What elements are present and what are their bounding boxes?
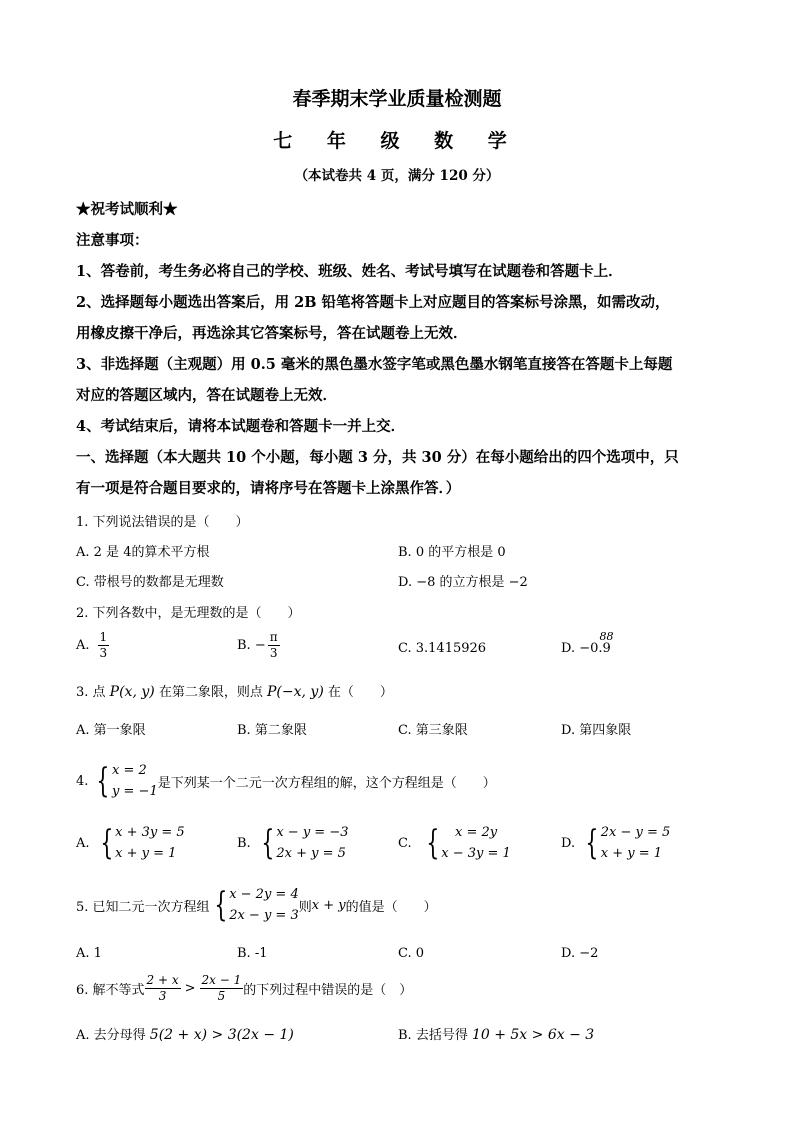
equation: x − y = −3 xyxy=(276,825,349,840)
numerator: π xyxy=(269,630,278,644)
equation: 2x − y = 5 xyxy=(600,825,671,840)
equation: x − 2y = 4 xyxy=(229,887,299,902)
question-3-stem xyxy=(76,681,393,700)
question-4-option-b xyxy=(237,822,348,864)
question-number: 4. xyxy=(76,773,89,789)
repeat-dots: 88 xyxy=(599,630,614,643)
question-6-stem xyxy=(76,973,412,1004)
notice-item-2-cont: 用橡皮擦干净后，再选涂其它答案标号，答在试题卷上无效． xyxy=(76,325,468,342)
expression: 10 + 5x > 6x − 3 xyxy=(471,1027,595,1043)
option-text: A. 去分母得 xyxy=(76,1028,150,1043)
option-label: A. xyxy=(76,638,90,653)
notice-item-2: 2、选择题每小题选出答案后，用 2B 铅笔将答题卡上对应题目的答案标号涂黑，如需改动， xyxy=(76,294,670,311)
greater-than-sign: > xyxy=(184,981,196,996)
equation: x + y = 1 xyxy=(115,846,177,861)
question-1-option-b: B. 0 的平方根是 0 xyxy=(398,545,506,560)
exam-note: （本试卷共 4 页，满分 120 分） xyxy=(294,168,500,184)
question-4-option-c xyxy=(398,822,511,864)
question-3-option-c: C. 第三象限 xyxy=(398,723,468,738)
equation: y = −1 xyxy=(112,784,158,799)
point-p-reflected: P(−x, y) xyxy=(267,684,324,700)
fraction-right xyxy=(200,973,244,1004)
repeating-decimal xyxy=(599,630,614,656)
denominator: 5 xyxy=(217,989,226,1003)
question-4-option-a xyxy=(76,822,185,864)
notice-item-3-cont: 对应的答题区域内，答在试题卷上无效． xyxy=(76,387,337,404)
stem-text: 的值是（ ） xyxy=(345,899,437,915)
equation: 2x − y = 3 xyxy=(229,908,299,923)
notice-item-3: 3、非选择题（主观题）用 0.5 毫米的黑色墨水签字笔或黑色墨水钢笔直接答在答题卡上每题 xyxy=(76,356,673,373)
notice-item-4: 4、考试结束后，请将本试题卷和答题卡一并上交． xyxy=(76,418,406,435)
option-label: D. xyxy=(561,835,576,851)
question-3-option-d: D. 第四象限 xyxy=(561,723,632,738)
question-1-option-d: D. −8 的立方根是 −2 xyxy=(398,575,528,590)
fraction xyxy=(268,630,280,661)
section-1-heading: 一、选择题（本大题共 10 个小题，每小题 3 分，共 30 分）在每小题给出的四个选项中，只 xyxy=(76,449,679,466)
fraction xyxy=(98,630,110,661)
denominator: 3 xyxy=(99,646,108,660)
equation-system xyxy=(96,822,185,864)
question-3-option-a: A. 第一象限 xyxy=(76,723,146,738)
equation-system xyxy=(581,822,670,864)
denominator: 3 xyxy=(269,646,278,660)
equations xyxy=(115,822,185,864)
stem-text: 6. 解不等式 xyxy=(76,983,145,998)
equation: 2x + y = 5 xyxy=(276,846,346,861)
stem-text: 在（ ） xyxy=(323,685,393,700)
question-5-option-b: B. -1 xyxy=(237,946,268,961)
exam-title: 春季期末学业质量检测题 xyxy=(292,88,502,110)
notice-item-1: 1、答卷前，考生务必将自己的学校、班级、姓名、考试号填写在试题卷和答题卡上． xyxy=(76,263,623,280)
stem-text: 5. 已知二元一次方程组 xyxy=(76,899,210,915)
equation-system xyxy=(210,884,299,926)
option-label: B. xyxy=(237,835,251,851)
question-2-option-c: C. 3.1415926 xyxy=(398,641,487,656)
stem-text: 的下列过程中错误的是（ ） xyxy=(243,983,413,998)
question-5-option-c: C. 0 xyxy=(398,946,425,961)
equation-system xyxy=(422,822,511,864)
equation-system xyxy=(92,760,157,802)
stem-text: 在第二象限，则点 xyxy=(154,685,267,700)
notice-heading: 注意事项： xyxy=(76,232,149,249)
denominator: 3 xyxy=(158,989,167,1003)
equation: x = 2y xyxy=(454,825,498,840)
question-1-option-a: A. 2 是 4的算术平方根 xyxy=(76,545,210,560)
equation: x + y = 1 xyxy=(600,846,662,861)
numerator: 2 + x xyxy=(146,973,179,987)
option-text: B. 去括号得 xyxy=(398,1028,472,1043)
question-1-stem: 1. 下列说法错误的是（ ） xyxy=(76,515,249,530)
subject-title: 七 年 级 数 学 xyxy=(273,130,521,152)
brace-icon: { xyxy=(261,823,274,863)
numerator: 1 xyxy=(99,630,108,644)
equations xyxy=(276,822,348,864)
question-1-option-c: C. 带根号的数都是无理数 xyxy=(76,575,224,590)
point-p: P(x, y) xyxy=(109,684,155,700)
stem-text: 是下列某一个二元一次方程组的解，这个方程组是（ ） xyxy=(157,775,496,791)
stem-text: 3. 点 xyxy=(76,685,110,700)
question-3-option-b: B. 第二象限 xyxy=(237,723,307,738)
question-5-stem xyxy=(76,884,437,926)
brace-icon: { xyxy=(213,885,227,925)
stem-text: 则 xyxy=(298,899,312,915)
expression: x + y xyxy=(311,897,346,913)
question-2-option-a xyxy=(76,630,109,661)
question-2-option-b xyxy=(237,630,280,661)
numerator: 2x − 1 xyxy=(201,973,242,987)
question-4-option-d xyxy=(561,822,670,864)
brace-icon: { xyxy=(425,823,439,863)
expression: 5(2 + x) > 3(2x − 1) xyxy=(149,1027,294,1043)
question-5-option-d: D. −2 xyxy=(561,946,599,961)
equation: x − 3y = 1 xyxy=(441,846,511,861)
equation: x + 3y = 5 xyxy=(115,825,185,840)
good-luck-text: ★祝考试顺利★ xyxy=(76,201,178,218)
equations xyxy=(229,884,299,926)
question-6-option-a xyxy=(76,1024,294,1043)
equation-system xyxy=(257,822,349,864)
equation: x = 2 xyxy=(112,763,147,778)
question-4-stem xyxy=(76,760,496,802)
question-2-option-d xyxy=(561,630,614,656)
fraction-left xyxy=(145,973,181,1004)
brace-icon: { xyxy=(585,823,599,863)
option-label: B. − xyxy=(237,638,266,653)
option-label: A. xyxy=(76,835,90,851)
equations xyxy=(601,822,671,864)
question-6-option-b xyxy=(398,1024,594,1043)
question-5-option-a: A. 1 xyxy=(76,946,102,961)
option-label: D. −0. xyxy=(561,641,603,656)
equations xyxy=(441,822,511,864)
question-2-stem: 2. 下列各数中，是无理数的是（ ） xyxy=(76,606,301,621)
brace-icon: { xyxy=(96,761,110,801)
decimal-digit: 9 xyxy=(602,641,611,656)
equations xyxy=(112,760,158,802)
brace-icon: { xyxy=(99,823,113,863)
option-label: C. xyxy=(398,835,412,851)
section-1-heading-cont: 有一项是符合题目要求的，请将序号在答题卡上涂黑作答．） xyxy=(76,480,461,497)
